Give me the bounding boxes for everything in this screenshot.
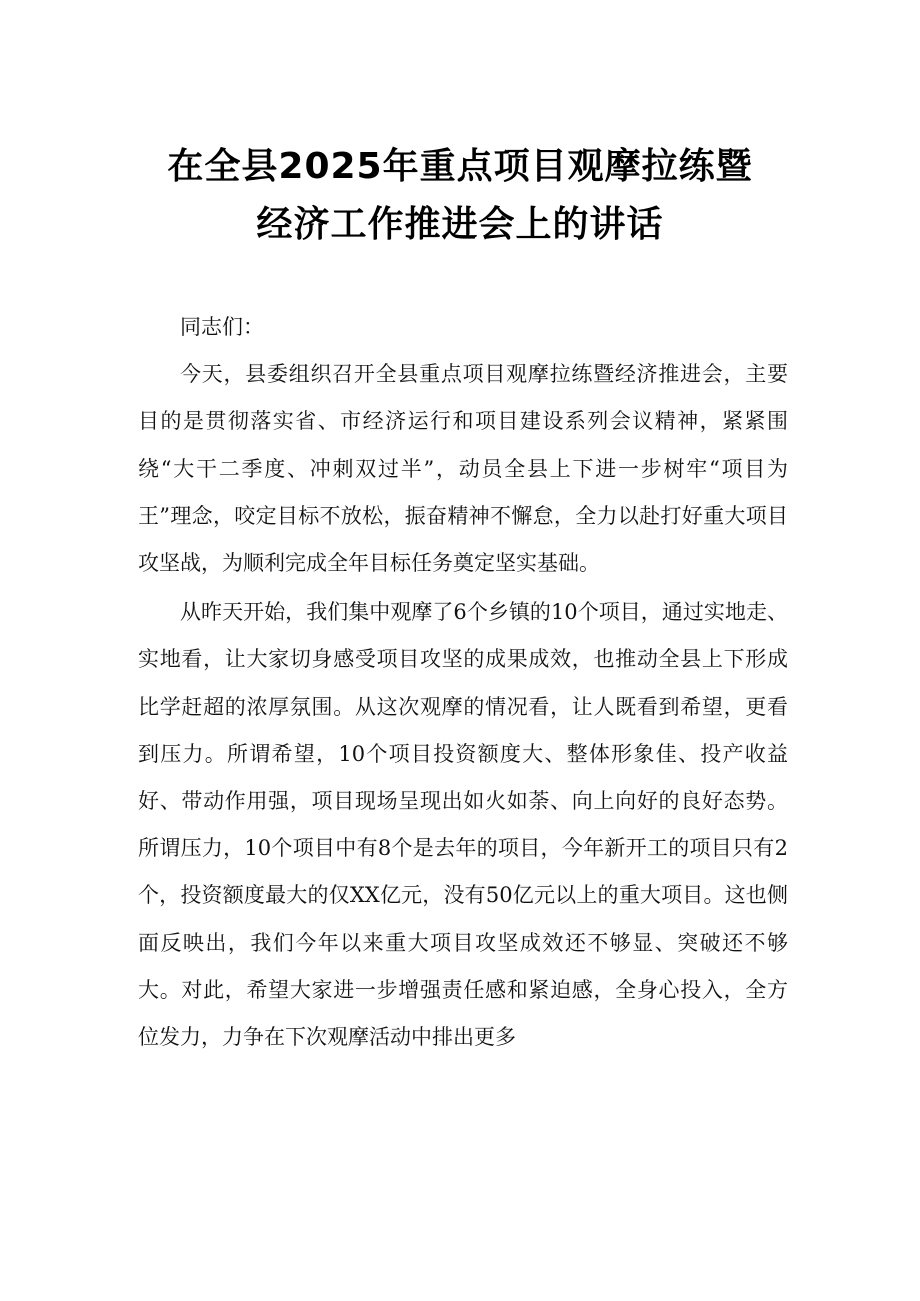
paragraph-2: 从昨天开始，我们集中观摩了6个乡镇的10个项目，通过实地走、实地看，让大家切身感受项目攻坚的成果成效，也推动全县上下形成比学赶超的浓厚氛围。从这次观摩的情况看，让人既看到希望，更看到压力。所谓希望，10个项目投资额度大、整体形象佳、投产收益好、带动作用强，项目现场呈现出如火如荼、向上向好的良好态势。所谓压力，10个项目中有8个是去年的项目，今年新开工的项目只有2个，投资额度最大的仅XX亿元，没有50亿元以上的重大项目。这也侧面反映出，我们今年以来重大项目攻坚成效还不够显、突破还不够大。对此，希望大家进一步增强责任感和紧迫感，全身心投入，全方位发力，力争在下次观摩活动中排出更多 [138, 600, 788, 1050]
title-line-1: 在全县2025年重点项目观摩拉练暨 [167, 146, 753, 187]
title-line-2: 经济工作推进会上的讲话 [256, 204, 664, 245]
document-title [60, 138, 860, 254]
greeting: 同志们： [180, 315, 264, 339]
document-body [138, 304, 788, 1061]
paragraph-1: 今天，县委组织召开全县重点项目观摩拉练暨经济推进会，主要目的是贯彻落实省、市经济运行和项目建设系列会议精神，紧紧围绕“大干二季度、冲刺双过半”，动员全县上下进一步树牢“项目为王”理念，咬定目标不放松，振奋精神不懈怠，全力以赴打好重大项目攻坚战，为顺利完成全年目标任务奠定坚实基础。 [138, 362, 788, 576]
